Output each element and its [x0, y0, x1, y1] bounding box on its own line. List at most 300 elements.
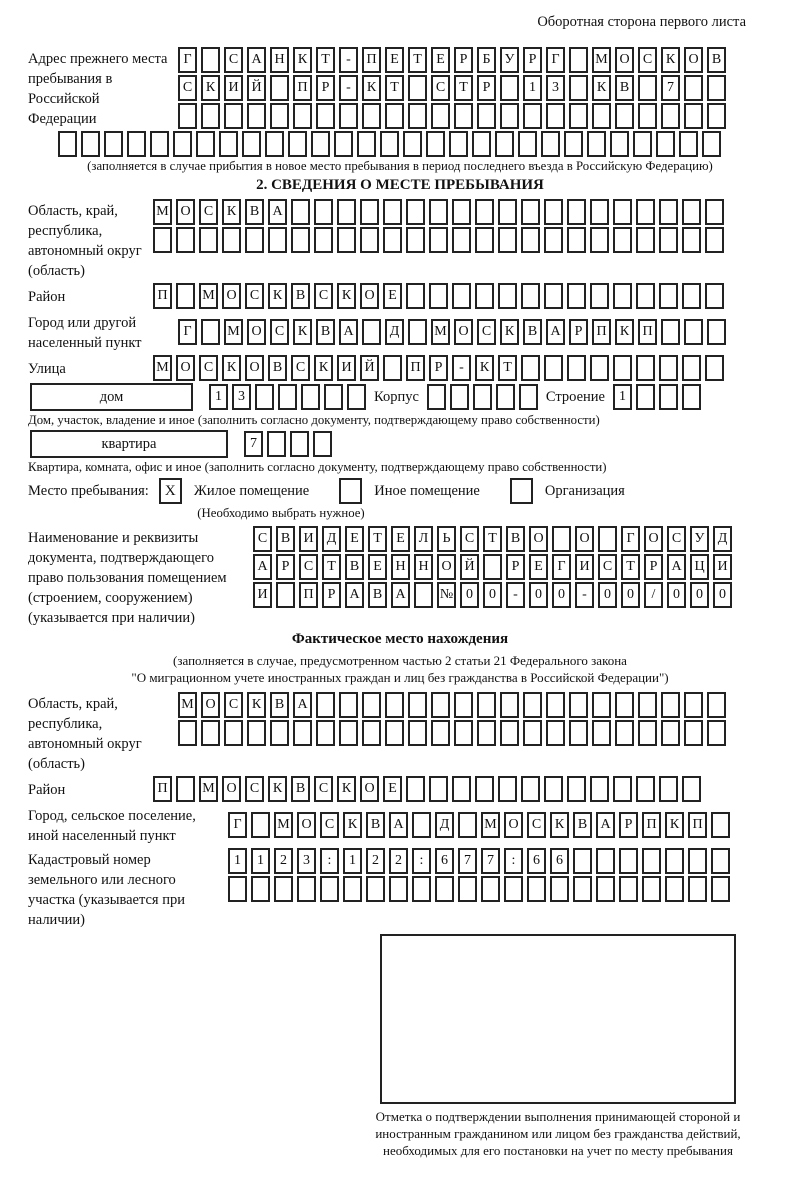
char-box[interactable]: П	[362, 47, 381, 73]
char-box[interactable]: И	[299, 526, 318, 552]
char-box[interactable]	[316, 692, 335, 718]
char-box[interactable]	[659, 776, 678, 802]
char-box[interactable]: 7	[458, 848, 477, 874]
char-box[interactable]	[705, 199, 724, 225]
char-box[interactable]	[636, 384, 655, 410]
char-box[interactable]	[247, 103, 266, 129]
char-box[interactable]: В	[345, 554, 364, 580]
char-box[interactable]	[406, 776, 425, 802]
char-box[interactable]: К	[550, 812, 569, 838]
char-box[interactable]	[521, 283, 540, 309]
char-box[interactable]	[495, 131, 514, 157]
char-box[interactable]	[334, 131, 353, 157]
char-box[interactable]	[201, 47, 220, 73]
char-box[interactable]: 1	[343, 848, 362, 874]
char-box[interactable]: 1	[251, 848, 270, 874]
char-box[interactable]	[659, 355, 678, 381]
char-box[interactable]: 7	[481, 848, 500, 874]
char-box[interactable]	[311, 131, 330, 157]
char-box[interactable]: 1	[613, 384, 632, 410]
char-box[interactable]: А	[293, 692, 312, 718]
char-box[interactable]	[449, 131, 468, 157]
char-box[interactable]	[362, 103, 381, 129]
apartment-type-box[interactable]: квартира	[30, 430, 228, 458]
char-box[interactable]: О	[245, 355, 264, 381]
char-box[interactable]: Б	[477, 47, 496, 73]
char-box[interactable]	[659, 384, 678, 410]
char-box[interactable]	[615, 103, 634, 129]
char-box[interactable]: М	[153, 355, 172, 381]
char-box[interactable]	[477, 720, 496, 746]
char-box[interactable]: К	[475, 355, 494, 381]
char-box[interactable]: П	[642, 812, 661, 838]
char-box[interactable]	[224, 103, 243, 129]
char-box[interactable]	[475, 227, 494, 253]
char-box[interactable]	[383, 199, 402, 225]
char-box[interactable]	[265, 131, 284, 157]
char-box[interactable]: И	[337, 355, 356, 381]
char-box[interactable]	[406, 227, 425, 253]
char-box[interactable]	[567, 227, 586, 253]
char-box[interactable]	[638, 103, 657, 129]
char-box[interactable]	[638, 75, 657, 101]
char-box[interactable]	[500, 692, 519, 718]
char-box[interactable]	[127, 131, 146, 157]
char-box[interactable]	[339, 692, 358, 718]
char-box[interactable]: Т	[408, 47, 427, 73]
char-box[interactable]: О	[201, 692, 220, 718]
char-box[interactable]	[431, 103, 450, 129]
char-box[interactable]	[347, 384, 366, 410]
char-box[interactable]	[592, 103, 611, 129]
char-box[interactable]	[385, 720, 404, 746]
char-box[interactable]	[274, 876, 293, 902]
char-box[interactable]	[291, 227, 310, 253]
char-box[interactable]: П	[153, 776, 172, 802]
char-box[interactable]: К	[293, 319, 312, 345]
char-box[interactable]	[682, 384, 701, 410]
char-box[interactable]: А	[389, 812, 408, 838]
char-box[interactable]	[408, 692, 427, 718]
char-box[interactable]	[454, 720, 473, 746]
char-box[interactable]	[544, 199, 563, 225]
char-box[interactable]: 1	[523, 75, 542, 101]
char-box[interactable]	[592, 692, 611, 718]
char-box[interactable]	[201, 319, 220, 345]
char-box[interactable]: К	[343, 812, 362, 838]
char-box[interactable]	[636, 776, 655, 802]
char-box[interactable]: 0	[483, 582, 502, 608]
char-box[interactable]	[615, 692, 634, 718]
char-box[interactable]	[450, 384, 469, 410]
char-box[interactable]	[196, 131, 215, 157]
char-box[interactable]	[247, 720, 266, 746]
char-box[interactable]: В	[573, 812, 592, 838]
char-box[interactable]	[385, 692, 404, 718]
char-box[interactable]	[481, 876, 500, 902]
char-box[interactable]: Р	[506, 554, 525, 580]
char-box[interactable]	[362, 692, 381, 718]
char-box[interactable]	[429, 199, 448, 225]
char-box[interactable]: 6	[550, 848, 569, 874]
char-box[interactable]: Р	[569, 319, 588, 345]
char-box[interactable]	[550, 876, 569, 902]
char-box[interactable]	[688, 848, 707, 874]
char-box[interactable]	[429, 776, 448, 802]
char-box[interactable]: Н	[270, 47, 289, 73]
char-box[interactable]	[552, 526, 571, 552]
char-box[interactable]	[475, 283, 494, 309]
char-box[interactable]: С	[431, 75, 450, 101]
char-box[interactable]: 0	[552, 582, 571, 608]
char-box[interactable]	[523, 692, 542, 718]
char-box[interactable]	[659, 283, 678, 309]
char-box[interactable]	[707, 720, 726, 746]
char-box[interactable]	[587, 131, 606, 157]
char-box[interactable]: 2	[274, 848, 293, 874]
char-box[interactable]	[431, 720, 450, 746]
char-box[interactable]: Т	[498, 355, 517, 381]
char-box[interactable]	[682, 355, 701, 381]
char-box[interactable]: П	[293, 75, 312, 101]
char-box[interactable]: О	[297, 812, 316, 838]
char-box[interactable]: А	[247, 47, 266, 73]
char-box[interactable]: О	[644, 526, 663, 552]
char-box[interactable]	[679, 131, 698, 157]
char-box[interactable]: Н	[414, 554, 433, 580]
char-box[interactable]	[81, 131, 100, 157]
char-box[interactable]	[523, 720, 542, 746]
char-box[interactable]	[201, 720, 220, 746]
char-box[interactable]	[178, 720, 197, 746]
char-box[interactable]	[406, 283, 425, 309]
char-box[interactable]: №	[437, 582, 456, 608]
char-box[interactable]: 0	[598, 582, 617, 608]
char-box[interactable]	[408, 75, 427, 101]
char-box[interactable]	[301, 384, 320, 410]
char-box[interactable]	[642, 876, 661, 902]
char-box[interactable]: О	[247, 319, 266, 345]
char-box[interactable]	[452, 199, 471, 225]
char-box[interactable]	[682, 776, 701, 802]
char-box[interactable]: П	[688, 812, 707, 838]
char-box[interactable]	[429, 283, 448, 309]
char-box[interactable]	[682, 227, 701, 253]
char-box[interactable]: О	[437, 554, 456, 580]
char-box[interactable]	[569, 720, 588, 746]
char-box[interactable]: О	[360, 776, 379, 802]
char-box[interactable]: С	[638, 47, 657, 73]
char-box[interactable]: О	[615, 47, 634, 73]
char-box[interactable]: 0	[713, 582, 732, 608]
char-box[interactable]: В	[276, 526, 295, 552]
char-box[interactable]	[380, 131, 399, 157]
char-box[interactable]: М	[431, 319, 450, 345]
char-box[interactable]: Е	[431, 47, 450, 73]
char-box[interactable]	[173, 131, 192, 157]
char-box[interactable]	[705, 283, 724, 309]
char-box[interactable]: В	[316, 319, 335, 345]
char-box[interactable]: 1	[209, 384, 228, 410]
char-box[interactable]	[707, 692, 726, 718]
char-box[interactable]: Т	[483, 526, 502, 552]
char-box[interactable]	[544, 227, 563, 253]
char-box[interactable]	[290, 431, 309, 457]
char-box[interactable]	[360, 199, 379, 225]
char-box[interactable]	[615, 720, 634, 746]
char-box[interactable]	[567, 776, 586, 802]
char-box[interactable]: С	[178, 75, 197, 101]
char-box[interactable]	[314, 227, 333, 253]
char-box[interactable]	[518, 131, 537, 157]
char-box[interactable]: К	[337, 283, 356, 309]
char-box[interactable]: 7	[244, 431, 263, 457]
char-box[interactable]	[242, 131, 261, 157]
char-box[interactable]	[104, 131, 123, 157]
char-box[interactable]	[500, 75, 519, 101]
char-box[interactable]	[688, 876, 707, 902]
char-box[interactable]	[636, 355, 655, 381]
char-box[interactable]: А	[667, 554, 686, 580]
char-box[interactable]	[523, 103, 542, 129]
char-box[interactable]	[270, 720, 289, 746]
char-box[interactable]: С	[199, 199, 218, 225]
char-box[interactable]: /	[644, 582, 663, 608]
char-box[interactable]: В	[506, 526, 525, 552]
char-box[interactable]: -	[339, 75, 358, 101]
char-box[interactable]	[569, 103, 588, 129]
char-box[interactable]	[245, 227, 264, 253]
house-type-box[interactable]: дом	[30, 383, 193, 411]
char-box[interactable]	[546, 720, 565, 746]
char-box[interactable]: Р	[322, 582, 341, 608]
char-box[interactable]: Й	[460, 554, 479, 580]
char-box[interactable]: С	[667, 526, 686, 552]
char-box[interactable]	[408, 720, 427, 746]
char-box[interactable]: С	[199, 355, 218, 381]
char-box[interactable]: К	[222, 199, 241, 225]
char-box[interactable]	[636, 283, 655, 309]
char-box[interactable]	[176, 776, 195, 802]
char-box[interactable]: А	[391, 582, 410, 608]
char-box[interactable]: 3	[546, 75, 565, 101]
char-box[interactable]: Р	[523, 47, 542, 73]
char-box[interactable]: О	[176, 199, 195, 225]
char-box[interactable]	[705, 355, 724, 381]
char-box[interactable]: С	[291, 355, 310, 381]
char-box[interactable]: К	[592, 75, 611, 101]
char-box[interactable]: Д	[385, 319, 404, 345]
char-box[interactable]	[500, 720, 519, 746]
char-box[interactable]: У	[500, 47, 519, 73]
char-box[interactable]: К	[268, 776, 287, 802]
char-box[interactable]: К	[314, 355, 333, 381]
char-box[interactable]	[665, 848, 684, 874]
char-box[interactable]: О	[176, 355, 195, 381]
char-box[interactable]: Р	[276, 554, 295, 580]
char-box[interactable]: О	[454, 319, 473, 345]
char-box[interactable]	[613, 227, 632, 253]
char-box[interactable]	[178, 103, 197, 129]
char-box[interactable]	[176, 283, 195, 309]
char-box[interactable]: О	[575, 526, 594, 552]
char-box[interactable]	[224, 720, 243, 746]
char-box[interactable]	[500, 103, 519, 129]
char-box[interactable]	[320, 876, 339, 902]
char-box[interactable]	[707, 75, 726, 101]
char-box[interactable]: -	[452, 355, 471, 381]
char-box[interactable]	[596, 848, 615, 874]
char-box[interactable]: Р	[454, 47, 473, 73]
char-box[interactable]	[452, 227, 471, 253]
char-box[interactable]	[412, 876, 431, 902]
char-box[interactable]	[219, 131, 238, 157]
char-box[interactable]	[276, 582, 295, 608]
char-box[interactable]	[475, 776, 494, 802]
char-box[interactable]: :	[412, 848, 431, 874]
char-box[interactable]	[682, 199, 701, 225]
char-box[interactable]: Т	[454, 75, 473, 101]
char-box[interactable]: Й	[360, 355, 379, 381]
char-box[interactable]	[408, 319, 427, 345]
char-box[interactable]	[477, 103, 496, 129]
char-box[interactable]	[636, 199, 655, 225]
char-box[interactable]: В	[291, 776, 310, 802]
char-box[interactable]: -	[339, 47, 358, 73]
char-box[interactable]	[521, 199, 540, 225]
char-box[interactable]	[389, 876, 408, 902]
char-box[interactable]: К	[268, 283, 287, 309]
char-box[interactable]: О	[504, 812, 523, 838]
char-box[interactable]: М	[153, 199, 172, 225]
char-box[interactable]	[705, 227, 724, 253]
char-box[interactable]: К	[661, 47, 680, 73]
char-box[interactable]	[504, 876, 523, 902]
char-box[interactable]	[544, 776, 563, 802]
char-box[interactable]: С	[253, 526, 272, 552]
char-box[interactable]	[590, 199, 609, 225]
char-box[interactable]: С	[598, 554, 617, 580]
char-box[interactable]	[564, 131, 583, 157]
char-box[interactable]	[362, 720, 381, 746]
char-box[interactable]	[176, 227, 195, 253]
char-box[interactable]: М	[592, 47, 611, 73]
char-box[interactable]	[255, 384, 274, 410]
char-box[interactable]: С	[245, 776, 264, 802]
char-box[interactable]	[293, 103, 312, 129]
stay-option-organization-checkbox[interactable]	[510, 478, 533, 504]
char-box[interactable]	[498, 776, 517, 802]
char-box[interactable]	[337, 199, 356, 225]
char-box[interactable]: -	[506, 582, 525, 608]
char-box[interactable]: Л	[414, 526, 433, 552]
char-box[interactable]: Е	[391, 526, 410, 552]
char-box[interactable]: Р	[477, 75, 496, 101]
char-box[interactable]	[427, 384, 446, 410]
char-box[interactable]: М	[199, 283, 218, 309]
char-box[interactable]: П	[299, 582, 318, 608]
char-box[interactable]: И	[253, 582, 272, 608]
char-box[interactable]: А	[339, 319, 358, 345]
char-box[interactable]: П	[638, 319, 657, 345]
char-box[interactable]: С	[224, 47, 243, 73]
char-box[interactable]	[567, 355, 586, 381]
char-box[interactable]	[477, 692, 496, 718]
char-box[interactable]	[362, 319, 381, 345]
char-box[interactable]	[521, 776, 540, 802]
char-box[interactable]: И	[224, 75, 243, 101]
char-box[interactable]	[619, 848, 638, 874]
char-box[interactable]	[613, 199, 632, 225]
char-box[interactable]	[613, 355, 632, 381]
char-box[interactable]	[638, 720, 657, 746]
char-box[interactable]: С	[477, 319, 496, 345]
char-box[interactable]	[268, 227, 287, 253]
char-box[interactable]	[613, 283, 632, 309]
char-box[interactable]	[385, 103, 404, 129]
char-box[interactable]	[408, 103, 427, 129]
char-box[interactable]	[293, 720, 312, 746]
char-box[interactable]	[498, 283, 517, 309]
char-box[interactable]	[403, 131, 422, 157]
char-box[interactable]	[596, 876, 615, 902]
char-box[interactable]: В	[291, 283, 310, 309]
char-box[interactable]: К	[362, 75, 381, 101]
char-box[interactable]	[590, 283, 609, 309]
char-box[interactable]	[435, 876, 454, 902]
char-box[interactable]	[483, 554, 502, 580]
char-box[interactable]	[150, 131, 169, 157]
char-box[interactable]	[343, 876, 362, 902]
char-box[interactable]	[592, 720, 611, 746]
char-box[interactable]	[661, 720, 680, 746]
char-box[interactable]: К	[665, 812, 684, 838]
char-box[interactable]	[656, 131, 675, 157]
char-box[interactable]	[590, 355, 609, 381]
char-box[interactable]	[544, 355, 563, 381]
char-box[interactable]: П	[153, 283, 172, 309]
char-box[interactable]: К	[337, 776, 356, 802]
char-box[interactable]	[527, 876, 546, 902]
char-box[interactable]	[567, 199, 586, 225]
char-box[interactable]: М	[224, 319, 243, 345]
char-box[interactable]	[702, 131, 721, 157]
char-box[interactable]	[316, 720, 335, 746]
char-box[interactable]	[58, 131, 77, 157]
char-box[interactable]: Г	[552, 554, 571, 580]
char-box[interactable]: К	[247, 692, 266, 718]
char-box[interactable]	[633, 131, 652, 157]
char-box[interactable]: Г	[178, 319, 197, 345]
char-box[interactable]	[682, 283, 701, 309]
char-box[interactable]	[498, 199, 517, 225]
char-box[interactable]: В	[268, 355, 287, 381]
char-box[interactable]: В	[368, 582, 387, 608]
char-box[interactable]	[569, 47, 588, 73]
char-box[interactable]	[324, 384, 343, 410]
char-box[interactable]: Й	[247, 75, 266, 101]
char-box[interactable]: К	[201, 75, 220, 101]
char-box[interactable]	[383, 355, 402, 381]
char-box[interactable]: :	[504, 848, 523, 874]
char-box[interactable]: Д	[713, 526, 732, 552]
char-box[interactable]	[684, 103, 703, 129]
char-box[interactable]	[458, 812, 477, 838]
char-box[interactable]	[288, 131, 307, 157]
char-box[interactable]: Е	[368, 554, 387, 580]
char-box[interactable]: Г	[546, 47, 565, 73]
char-box[interactable]	[546, 103, 565, 129]
